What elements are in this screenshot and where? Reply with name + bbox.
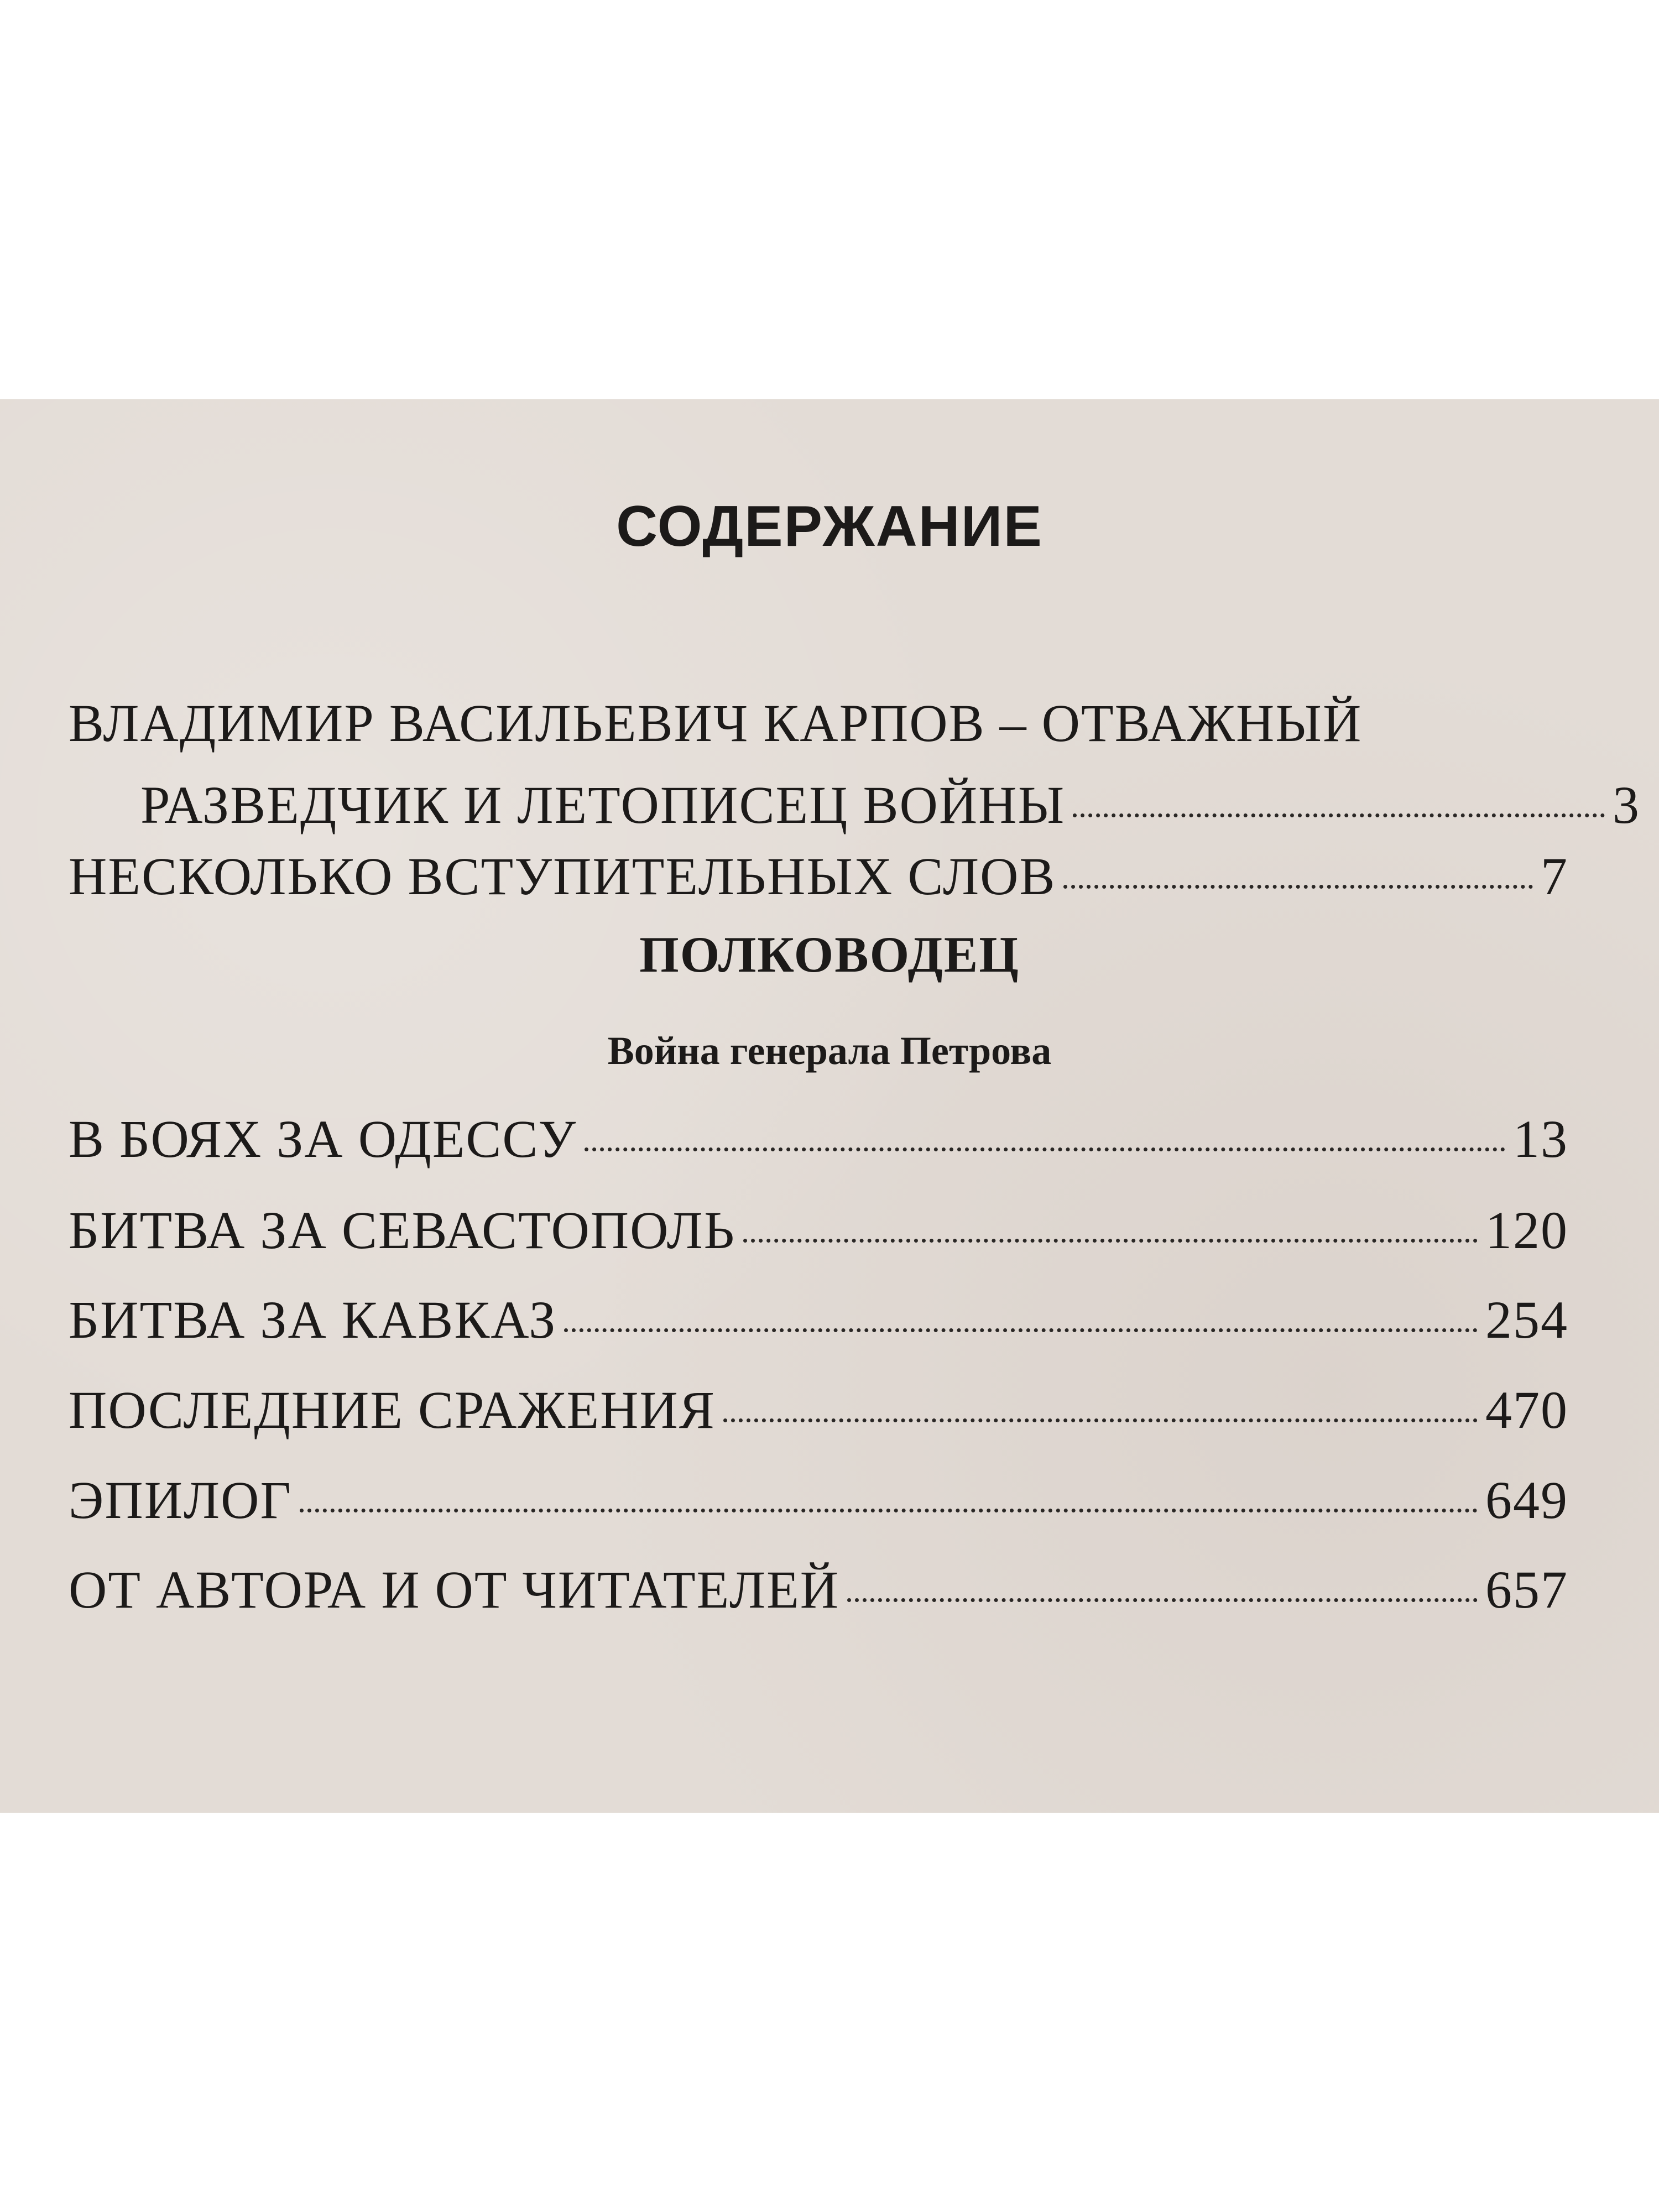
toc-entry-text: БИТВА ЗА КАВКАЗ (69, 1290, 557, 1349)
toc-entry-intro (69, 847, 1568, 906)
toc-entry-line-1: ВЛАДИМИР ВАСИЛЬЕВИЧ КАРПОВ – ОТВАЖНЫЙ (69, 693, 1363, 753)
toc-entry-odessa (69, 1109, 1568, 1168)
toc-row (69, 1470, 1568, 1530)
toc-row (69, 1290, 1568, 1349)
toc-entry-last-battles (69, 1380, 1568, 1439)
part-title: ПОЛКОВОДЕЦ (639, 926, 1020, 983)
dot-leader (585, 1147, 1505, 1151)
dot-leader (564, 1328, 1478, 1332)
toc-entry-karpov (69, 693, 1640, 834)
toc-row (69, 1560, 1568, 1619)
toc-entry-epilogue (69, 1470, 1568, 1530)
part-subtitle: Война генерала Петрова (607, 1029, 1052, 1073)
dot-leader (847, 1598, 1478, 1602)
toc-page-number: 254 (1485, 1290, 1568, 1349)
toc-page-number: 649 (1485, 1470, 1568, 1530)
toc-entry-sevastopol (69, 1201, 1568, 1260)
toc-page-number: 657 (1485, 1560, 1568, 1619)
dot-leader (300, 1509, 1478, 1512)
toc-entry-text: НЕСКОЛЬКО ВСТУПИТЕЛЬНЫХ СЛОВ (69, 847, 1056, 906)
toc-entry-line-2 (69, 775, 1640, 834)
book-page (0, 399, 1659, 1813)
toc-page-number: 470 (1485, 1380, 1568, 1439)
toc-entry-text: В БОЯХ ЗА ОДЕССУ (69, 1109, 577, 1168)
toc-page-number: 7 (1541, 847, 1568, 906)
toc-entry-caucasus (69, 1290, 1568, 1349)
toc-entry-text: ОТ АВТОРА И ОТ ЧИТАТЕЛЕЙ (69, 1560, 840, 1619)
dot-leader (743, 1239, 1478, 1243)
dot-leader (723, 1418, 1478, 1422)
toc-row (69, 1201, 1568, 1260)
toc-row (69, 847, 1568, 906)
page-title: СОДЕРЖАНИЕ (616, 494, 1043, 559)
dot-leader (1073, 813, 1605, 817)
toc-entry-from-author (69, 1560, 1568, 1619)
toc-row (69, 1380, 1568, 1439)
toc-entry-text: РАЗВЕДЧИК И ЛЕТОПИСЕЦ ВОЙНЫ (140, 775, 1066, 834)
toc-row (69, 1109, 1568, 1168)
toc-entry-text: ПОСЛЕДНИЕ СРАЖЕНИЯ (69, 1380, 716, 1439)
toc-page-number: 13 (1513, 1109, 1568, 1168)
dot-leader (1063, 885, 1533, 889)
toc-entry-text: ЭПИЛОГ (69, 1470, 292, 1530)
toc-entry-text: БИТВА ЗА СЕВАСТОПОЛЬ (69, 1201, 735, 1260)
toc-page-number: 120 (1485, 1201, 1568, 1260)
toc-page-number: 3 (1613, 775, 1640, 834)
